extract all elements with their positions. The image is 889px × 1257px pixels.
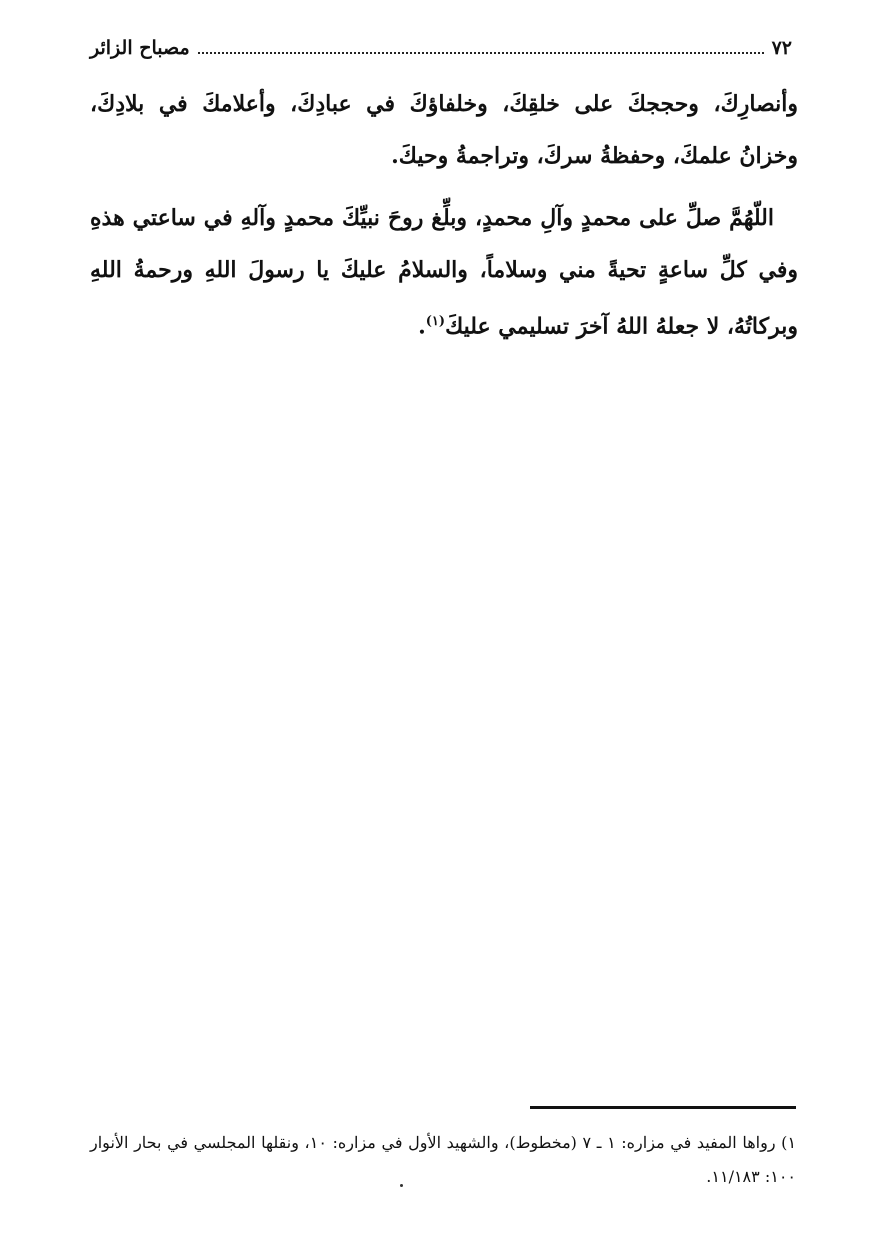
main-text [90,78,798,362]
page-number: ٧٢ [771,37,792,59]
paragraph-2 [90,192,798,352]
page-header [90,30,792,66]
footnote-reference[interactable]: (١) [425,314,446,329]
footnote-text: ١) رواها المفيد في مزاره: ١ ـ ٧ (مخطوط)، والشهيد الأول في مزاره: ١٠، ونقلها المجلسي في بحار الأنوار ١٠٠: ١١/١٨٣. [90,1133,797,1186]
header-dotted-leader [198,52,764,54]
paragraph-2-text: اللّهُمَّ صلِّ على محمدٍ وآلِ محمدٍ، وبلِّغ روحَ نبيِّكَ محمدٍ وآلهِ في ساعتي هذهِ وفي كلِّ ساعةٍ تحيةً مني وسلاماً، والسلامُ عليكَ يا رسولَ اللهِ ورحمةُ اللهِ وبركاتُهُ، لا جعلهُ اللهُ آخرَ تسليمي عليكَ [90,205,798,340]
footnote-separator [530,1106,796,1109]
paragraph-2-end: . [418,313,426,340]
paragraph-1: وأنصارِكَ، وحججكَ على خلقِكَ، وخلفاؤكَ في عبادِكَ، وأعلامكَ في بلادِكَ، وخزانُ علمكَ، وحفظةُ سركَ، وتراجمةُ وحيكَ. [90,91,798,169]
print-speck [400,1184,403,1187]
footnote [90,1126,796,1194]
running-title: مصباح الزائر [90,37,190,59]
